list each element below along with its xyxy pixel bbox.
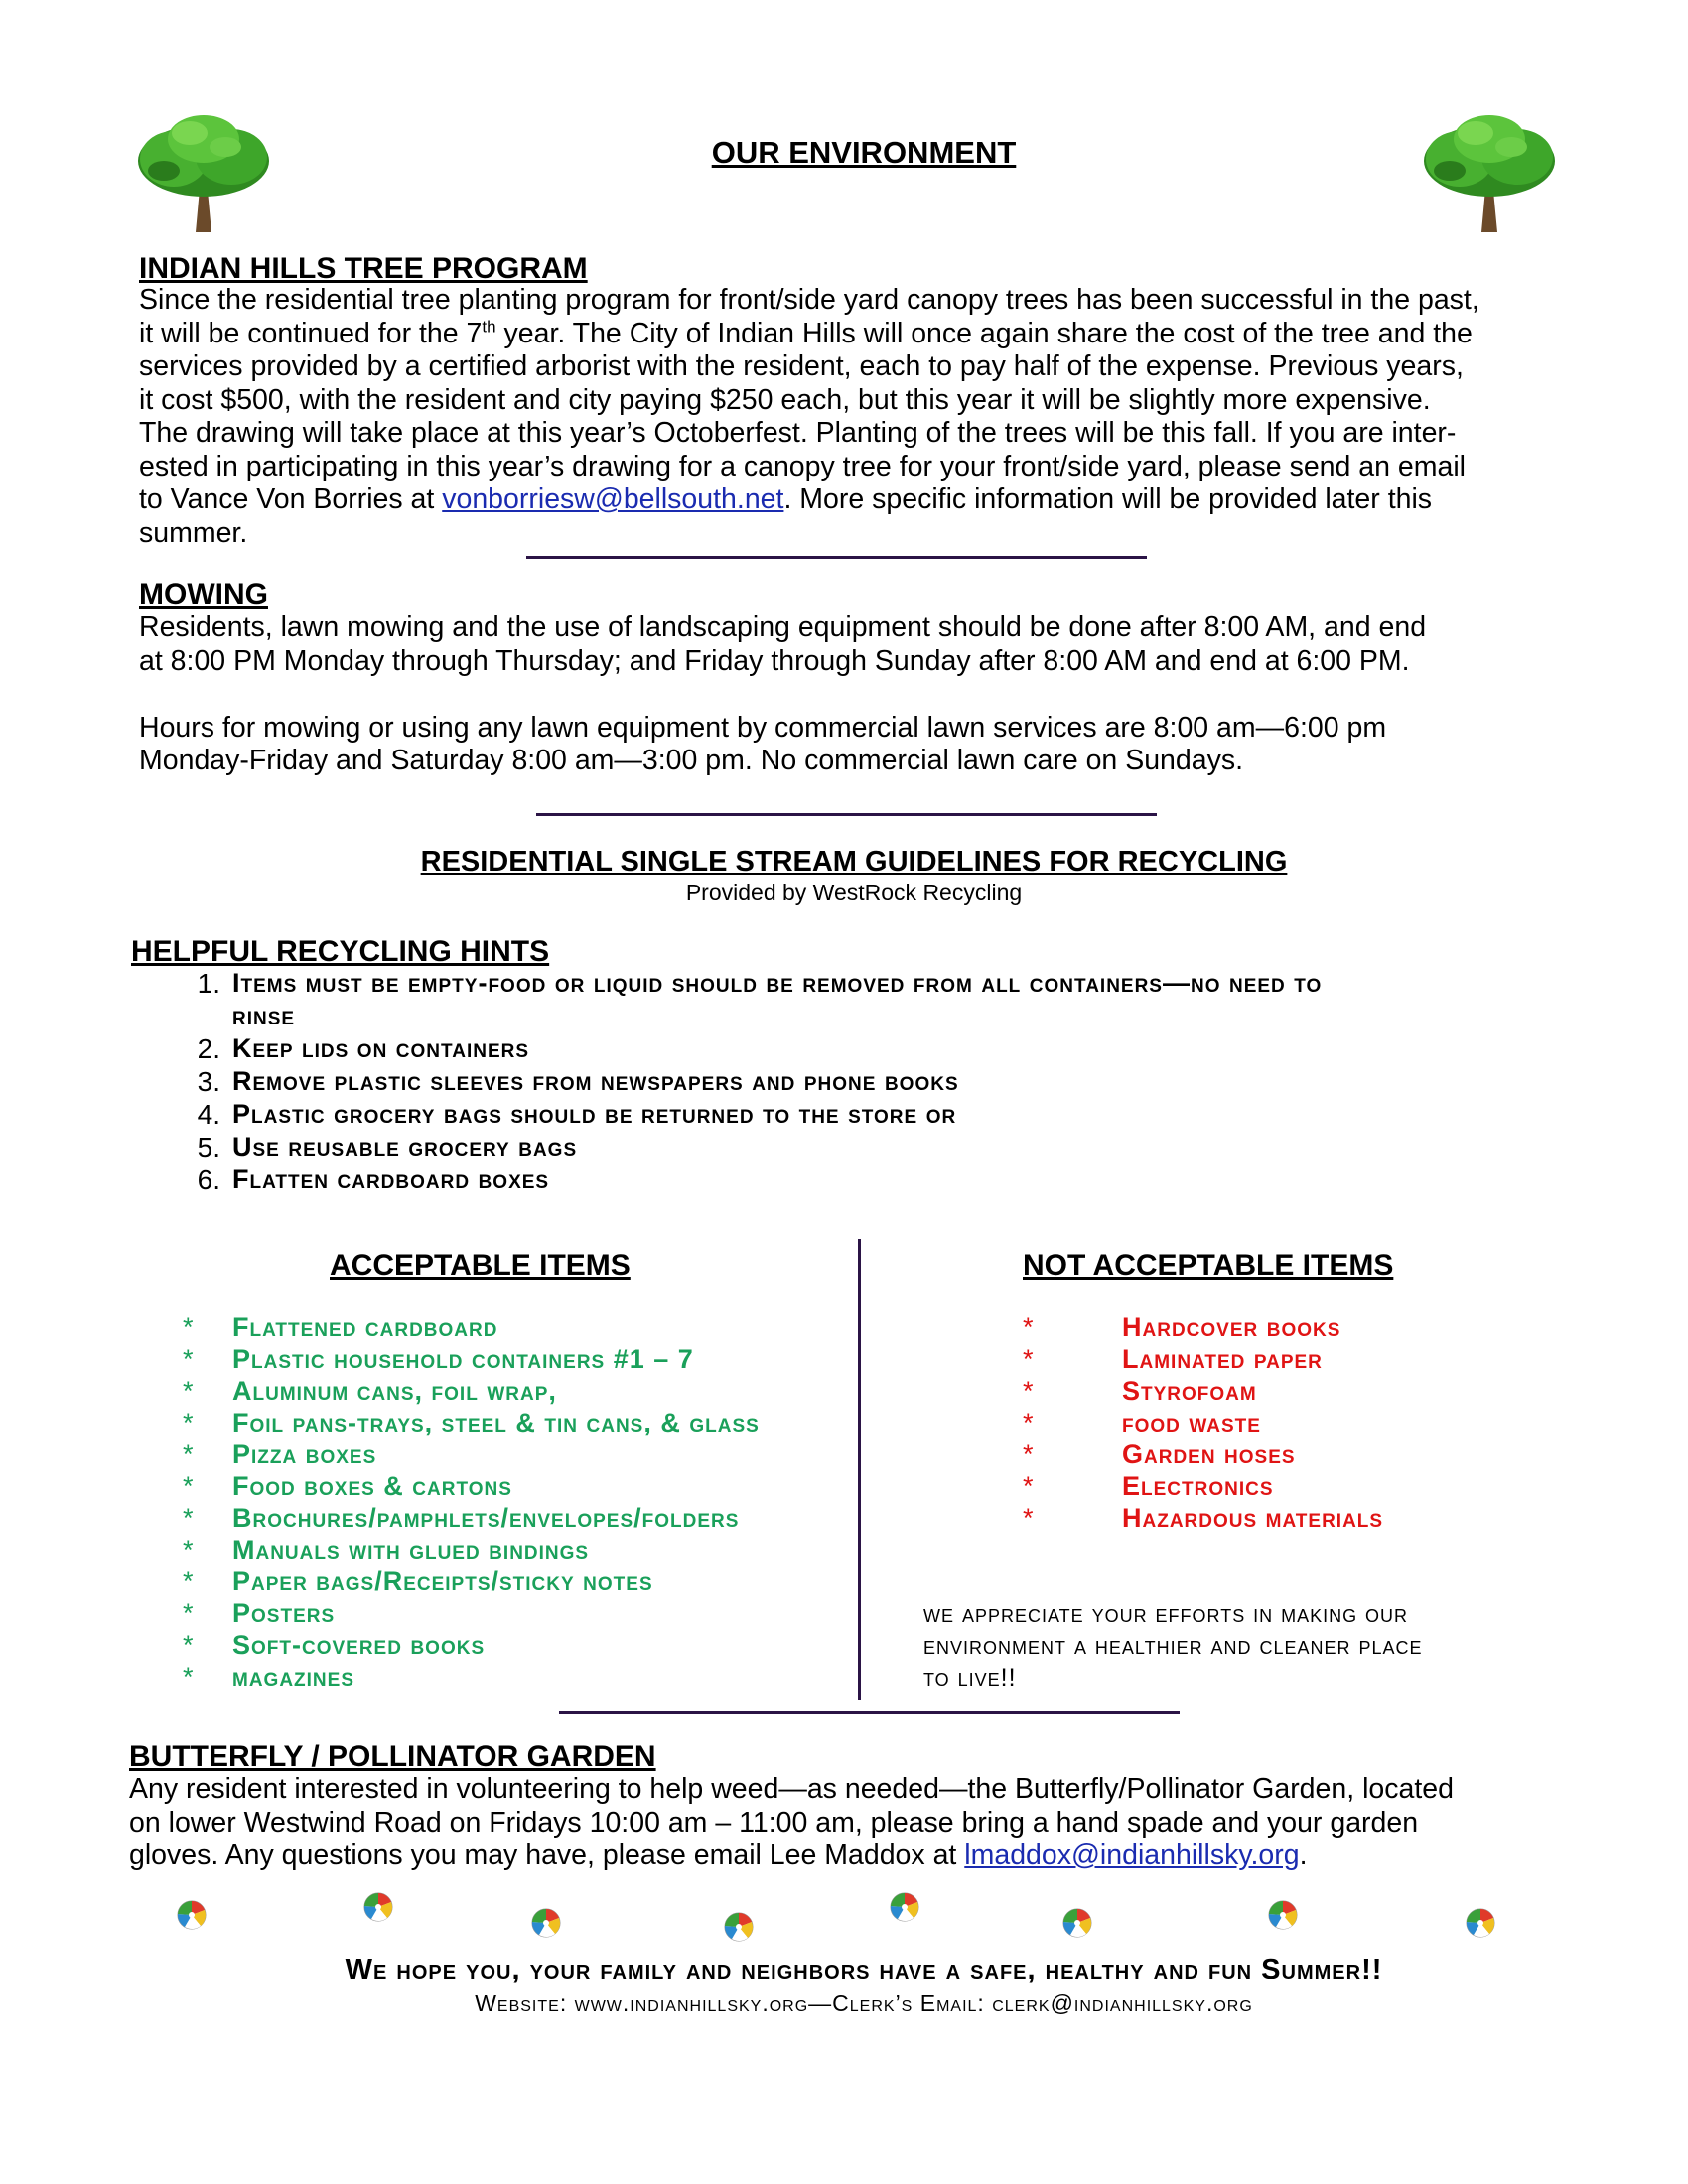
list-item: * Flattened cardboard	[183, 1312, 498, 1342]
list-item: * food waste	[1023, 1408, 1261, 1437]
list-item: 4. Plastic grocery bags should be returned to the store or	[197, 1099, 957, 1130]
garden-heading: BUTTERFLY / POLLINATOR GARDEN	[129, 1740, 656, 1773]
list-item: 1. Items must be empty-food or liquid should be removed from all containers—no need to	[197, 968, 1323, 999]
beach-ball-icon	[177, 1900, 207, 1930]
list-item: 6. Flatten cardboard boxes	[197, 1164, 550, 1195]
beach-ball-icon	[1466, 1908, 1495, 1938]
beach-ball-icon	[363, 1892, 393, 1922]
tree-program-text: Since the residential tree planting program for front/side yard canopy trees has been successful in the past, it will be continued for the 7th year. The City of Indian Hills will once again share the cost of the tree and the services provided by a certified arborist with the resident, each to pay half of the expense. Previous years, it cost $500, with the resident and city paying $250 each, but this year it will be slightly more expensive. The drawing will take place at this year’s Octoberfest. Planting of the trees will be this fall. If you are inter- ested in participating in this year’s drawing for a canopy tree for your front/side yard, please send an email to Vance Von Borries at vonborriesw@bellsouth.net. More specific information will be provided later this summer.	[139, 284, 1479, 549]
list-item: * Pizza boxes	[183, 1439, 377, 1469]
beach-ball-icon	[1062, 1908, 1092, 1938]
list-item: * Foil pans-trays, steel & tin cans, & glass	[183, 1408, 760, 1437]
divider	[536, 813, 1157, 816]
garden-text: Any resident interested in volunteering to help weed—as needed—the Butterfly/Pollinator Garden, located on lower Westwind Road on Fridays 10:00 am – 11:00 am, please bring a hand spade and your garden gloves. Any questions you may have, please email Lee Maddox at lmaddox@indianhillsky.org.	[129, 1773, 1454, 1871]
page-title: OUR ENVIRONMENT	[711, 135, 1017, 170]
hints-heading: HELPFUL RECYCLING HINTS	[131, 935, 550, 968]
footer-slogan: We hope you, your family and neighbors have a safe, healthy and fun Summer!!	[345, 1954, 1383, 1985]
list-item: * Hazardous materials	[1023, 1503, 1384, 1533]
beach-ball-icon	[890, 1892, 919, 1922]
divider	[559, 1711, 1180, 1714]
beach-ball-icon	[724, 1912, 754, 1942]
list-item: * Soft-covered books	[183, 1630, 486, 1660]
acceptable-heading: ACCEPTABLE ITEMS	[330, 1249, 631, 1282]
recycling-heading: RESIDENTIAL SINGLE STREAM GUIDELINES FOR RECYCLING	[420, 846, 1288, 878]
mowing-heading: MOWING	[139, 578, 268, 611]
list-item: * Paper bags/Receipts/sticky notes	[183, 1567, 653, 1596]
beach-ball-icon	[531, 1908, 561, 1938]
column-divider	[858, 1239, 861, 1700]
list-item: * Hardcover books	[1023, 1312, 1341, 1342]
footer-contact: Website: www.indianhillsky.org—Clerk’s Email: clerk@indianhillsky.org	[475, 1990, 1253, 2016]
not-acceptable-heading: NOT ACCEPTABLE ITEMS	[1023, 1249, 1394, 1282]
list-item: * Manuals with glued bindings	[183, 1535, 590, 1565]
acceptable-list	[183, 1311, 858, 1693]
mowing-text: Residents, lawn mowing and the use of landscaping equipment should be done after 8:00 AM, and end at 8:00 PM Monday through Thursday; and Friday through Sunday after 8:00 AM and end at 6:00 PM. Hours for mowing or using any lawn equipment by commercial lawn services are 8:00 am—6:00 pm Monday-Friday and Saturday 8:00 am—3:00 pm. No commercial lawn care on Sundays.	[139, 612, 1427, 776]
list-item: * Electronics	[1023, 1471, 1274, 1501]
list-item: * Plastic household containers #1 – 7	[183, 1344, 694, 1374]
arborist-email-link[interactable]: vonborriesw@bellsouth.net	[442, 483, 784, 515]
list-item: 3. Remove plastic sleeves from newspapers and phone books	[197, 1066, 959, 1097]
tree-program-heading: INDIAN HILLS TREE PROGRAM	[139, 252, 588, 285]
list-item: * Laminated paper	[1023, 1344, 1323, 1374]
not-acceptable-list	[1023, 1311, 1618, 1534]
list-item: * Food boxes & cartons	[183, 1471, 512, 1501]
divider	[526, 556, 1147, 559]
list-item: 2. Keep lids on containers	[197, 1033, 530, 1064]
recycling-subheading: Provided by WestRock Recycling	[685, 880, 1023, 905]
list-item: * Brochures/pamphlets/envelopes/folders	[183, 1503, 740, 1533]
hints-list	[197, 967, 1583, 1196]
list-item: 5. Use reusable grocery bags	[197, 1132, 578, 1162]
beach-ball-icon	[1268, 1900, 1298, 1930]
tree-icon	[134, 111, 273, 232]
garden-email-link[interactable]: lmaddox@indianhillsky.org	[964, 1840, 1300, 1871]
list-item: * magazines	[183, 1662, 354, 1692]
tree-icon	[1420, 111, 1559, 232]
list-item: * Posters	[183, 1598, 336, 1628]
list-item: * Aluminum cans, foil wrap,	[183, 1376, 557, 1406]
list-item: * Garden hoses	[1023, 1439, 1296, 1469]
list-item: * Styrofoam	[1023, 1376, 1257, 1406]
list-item: rinse	[232, 1001, 296, 1030]
appreciation-note: we appreciate your efforts in making our environment a healthier and cleaner place to live!!	[923, 1600, 1423, 1692]
